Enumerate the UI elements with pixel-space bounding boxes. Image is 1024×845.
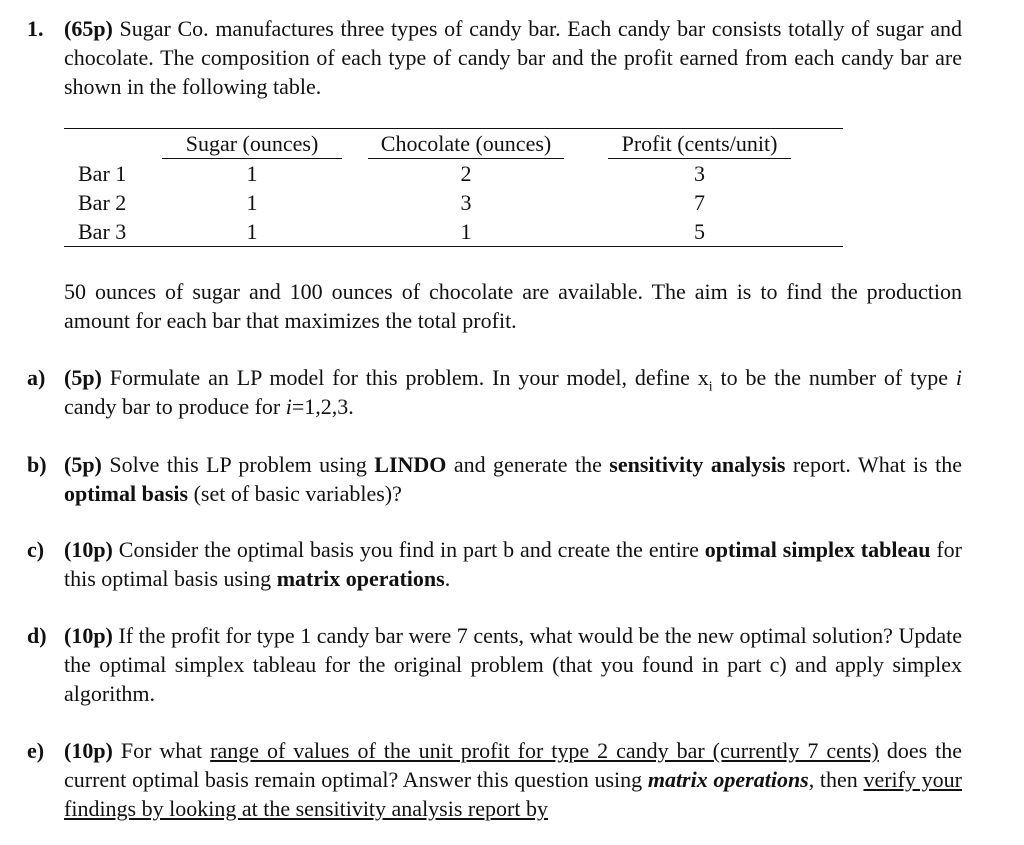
row-label: Bar 3 <box>64 217 162 247</box>
part-e-points: (10p) <box>64 738 113 763</box>
cell-chocolate: 1 <box>368 217 564 247</box>
composition-table <box>64 128 843 247</box>
part-b-points: (5p) <box>64 452 102 477</box>
row-label: Bar 2 <box>78 190 127 215</box>
part-c-text: (10p) Consider the optimal basis you find in part b and create the entire optimal simplex tableau for this optimal basis using matrix operations. <box>64 537 962 591</box>
part-a-label: a) <box>27 365 46 390</box>
part-b-label: b) <box>27 452 47 477</box>
part-e-label: e) <box>27 738 45 763</box>
cell-profit: 5 <box>608 217 791 247</box>
cell-profit: 3 <box>694 161 705 186</box>
header-chocolate: Chocolate (ounces) <box>368 129 564 159</box>
header-sugar: Sugar (ounces) <box>162 129 342 159</box>
question-number: 1. <box>27 16 44 41</box>
part-d-points: (10p) <box>64 623 113 648</box>
table-row <box>64 217 843 247</box>
table-row <box>64 188 843 217</box>
part-a-points: (5p) <box>64 365 102 390</box>
part-c-label: c) <box>27 537 45 562</box>
cell-sugar: 1 <box>162 217 342 247</box>
part-d-text: (10p) If the profit for type 1 candy bar were 7 cents, what would be the new optimal solution? Update the optimal simplex tableau for the original problem (that you found in part c) and apply simplex algorithm. <box>64 623 963 706</box>
question-intro <box>64 14 962 101</box>
part-e-text: (10p) For what range of values of the unit profit for type 2 candy bar (currently 7 cents) does the current optimal basis remain optimal? Answer this question using matrix operations, then verify your findings by looking at the sensitivity analysis report by <box>64 738 963 821</box>
question-points: (65p) <box>64 16 113 41</box>
question-intro-text: Sugar Co. manufactures three types of candy bar. Each candy bar consists totally of sugar and chocolate. The composition of each type of candy bar and the profit earned from each candy bar are shown in the following table. <box>64 16 962 99</box>
part-c-points: (10p) <box>64 537 113 562</box>
cell-profit: 7 <box>694 190 705 215</box>
row-label: Bar 1 <box>78 160 127 186</box>
part-d-label: d) <box>27 623 47 648</box>
part-b-text: (5p) Solve this LP problem using LINDO and generate the sensitivity analysis report. What is the optimal basis (set of basic variables)? <box>64 452 962 506</box>
part-a-text: (5p) Formulate an LP model for this problem. In your model, define $x_i$ to be the number of type i candy bar to produce for i=1,2,3. <box>64 365 962 419</box>
cell-sugar: 1 <box>246 161 258 186</box>
cell-chocolate: 2 <box>460 161 472 186</box>
cell-chocolate: 3 <box>460 190 472 215</box>
cell-sugar: 1 <box>246 190 258 215</box>
table-row <box>64 159 843 189</box>
table-header-row <box>64 129 843 159</box>
availability-paragraph: 50 ounces of sugar and 100 ounces of chocolate are available. The aim is to find the production amount for each bar that maximizes the total profit. <box>64 279 962 333</box>
header-profit: Profit (cents/unit) <box>608 129 791 159</box>
